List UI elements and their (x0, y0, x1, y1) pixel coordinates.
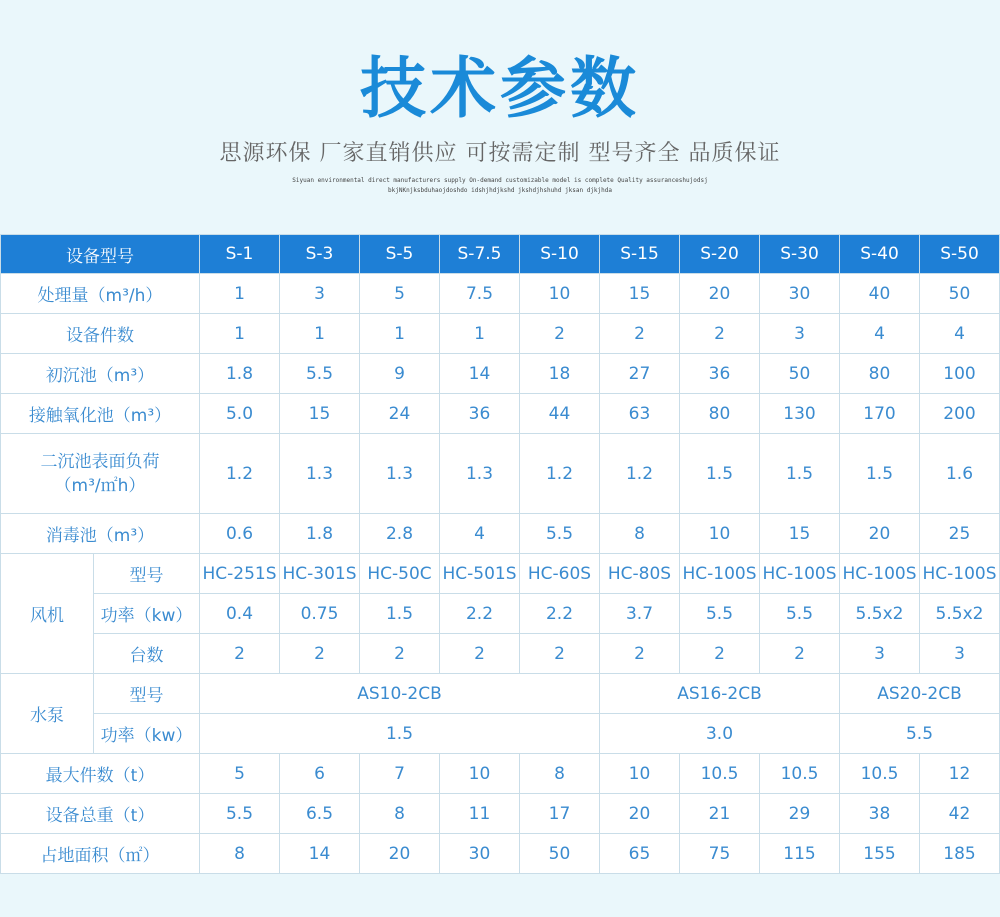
table-cell: 8 (600, 514, 680, 554)
table-cell: 10.5 (840, 754, 920, 794)
table-cell: 170 (840, 394, 920, 434)
table-cell: 1.5 (680, 434, 760, 514)
model-header: S-10 (520, 235, 600, 274)
table-cell: 42 (920, 794, 1000, 834)
table-cell: 5.5 (200, 794, 280, 834)
model-header: S-50 (920, 235, 1000, 274)
table-cell: 3 (920, 634, 1000, 674)
table-cell: 20 (600, 794, 680, 834)
table-cell: 50 (520, 834, 600, 874)
table-cell: 10.5 (680, 754, 760, 794)
table-cell: 5.5 (280, 354, 360, 394)
table-cell: 2.2 (440, 594, 520, 634)
table-cell: 2 (520, 634, 600, 674)
table-row (1, 274, 1000, 314)
table-cell: 36 (680, 354, 760, 394)
table-cell: 2 (680, 314, 760, 354)
table-cell: 1.5 (840, 434, 920, 514)
table-cell: HC-80S (600, 554, 680, 594)
model-header: S-3 (280, 235, 360, 274)
row-label: 接触氧化池（m³） (1, 394, 200, 434)
group-label-fan: 风机 (1, 554, 94, 674)
table-cell: 2 (600, 634, 680, 674)
table-row (1, 594, 1000, 634)
table-cell: 6 (280, 754, 360, 794)
table-cell: 2.2 (520, 594, 600, 634)
table-cell: 4 (920, 314, 1000, 354)
table-cell: 10 (600, 754, 680, 794)
table-cell: 185 (920, 834, 1000, 874)
table-cell: 27 (600, 354, 680, 394)
table-cell: 1.3 (360, 434, 440, 514)
table-cell: 115 (760, 834, 840, 874)
table-row (1, 634, 1000, 674)
table-row (1, 754, 1000, 794)
table-cell: 65 (600, 834, 680, 874)
table-cell: 8 (360, 794, 440, 834)
table-cell: 30 (440, 834, 520, 874)
table-cell: 10 (520, 274, 600, 314)
table-cell: 25 (920, 514, 1000, 554)
table-row (1, 514, 1000, 554)
table-row (1, 314, 1000, 354)
table-cell: 2 (360, 634, 440, 674)
row-label: 占地面积（㎡） (1, 834, 200, 874)
table-cell: 80 (680, 394, 760, 434)
table-cell: HC-100S (760, 554, 840, 594)
table-cell: 2 (200, 634, 280, 674)
table-cell: 1 (280, 314, 360, 354)
table-cell: 200 (920, 394, 1000, 434)
table-cell: HC-60S (520, 554, 600, 594)
table-cell: 9 (360, 354, 440, 394)
table-cell: 0.75 (280, 594, 360, 634)
table-cell: 5.5 (680, 594, 760, 634)
table-cell: 10 (440, 754, 520, 794)
model-header: S-30 (760, 235, 840, 274)
table-cell: 3 (760, 314, 840, 354)
table-cell: 5 (200, 754, 280, 794)
table-cell: 5.5x2 (920, 594, 1000, 634)
table-cell: 3.0 (600, 714, 840, 754)
table-cell: 40 (840, 274, 920, 314)
table-cell: 1 (440, 314, 520, 354)
table-cell: 14 (440, 354, 520, 394)
table-cell: 1.3 (440, 434, 520, 514)
table-cell: HC-100S (920, 554, 1000, 594)
table-cell: 2 (680, 634, 760, 674)
table-cell: 1 (200, 314, 280, 354)
table-cell: HC-251S (200, 554, 280, 594)
table-cell: 155 (840, 834, 920, 874)
table-cell: 1.2 (200, 434, 280, 514)
table-cell: 17 (520, 794, 600, 834)
table-cell: 2 (520, 314, 600, 354)
table-cell: 10 (680, 514, 760, 554)
table-cell: HC-301S (280, 554, 360, 594)
table-row (1, 794, 1000, 834)
header-label: 设备型号 (1, 235, 200, 274)
row-sublabel: 功率（kw） (94, 594, 200, 634)
table-cell: 3 (840, 634, 920, 674)
page-title: 技术参数 (360, 50, 640, 127)
table-cell: 130 (760, 394, 840, 434)
table-cell: 2 (600, 314, 680, 354)
table-cell: 24 (360, 394, 440, 434)
table-row (1, 714, 1000, 754)
row-label: 最大件数（t） (1, 754, 200, 794)
table-cell: 1.2 (520, 434, 600, 514)
table-cell: HC-100S (680, 554, 760, 594)
row-label-line-1: 二沉池表面负荷 (40, 451, 160, 472)
page-subtitle: 思源环保 厂家直销供应 可按需定制 型号齐全 品质保证 (219, 141, 781, 166)
table-cell: 4 (840, 314, 920, 354)
table-cell: 5 (360, 274, 440, 314)
table-cell: 6.5 (280, 794, 360, 834)
table-cell: 50 (760, 354, 840, 394)
table-cell: 18 (520, 354, 600, 394)
table-cell: 21 (680, 794, 760, 834)
table-cell: 5.5 (840, 714, 1000, 754)
model-header: S-7.5 (440, 235, 520, 274)
table-cell: 5.5 (760, 594, 840, 634)
table-row (1, 674, 1000, 714)
table-cell: 30 (760, 274, 840, 314)
table-cell: 38 (840, 794, 920, 834)
spec-table (0, 234, 1000, 874)
table-cell: 1 (360, 314, 440, 354)
english-tagline-1: Siyuan environmental direct manufacturers supply On-demand customizable model is complete Quality assuranceshujodsj (292, 177, 708, 184)
table-cell: HC-50C (360, 554, 440, 594)
model-header: S-1 (200, 235, 280, 274)
table-cell: 36 (440, 394, 520, 434)
table-cell: 0.6 (200, 514, 280, 554)
row-sublabel: 型号 (94, 554, 200, 594)
table-cell: 1.6 (920, 434, 1000, 514)
table-cell: AS20-2CB (840, 674, 1000, 714)
table-cell: AS10-2CB (200, 674, 600, 714)
header-row (1, 235, 1000, 274)
table-cell: 15 (280, 394, 360, 434)
table-cell: AS16-2CB (600, 674, 840, 714)
row-sublabel: 台数 (94, 634, 200, 674)
table-cell: 1.8 (200, 354, 280, 394)
table-row (1, 354, 1000, 394)
group-label-pump: 水泵 (1, 674, 94, 754)
table-cell: 1 (200, 274, 280, 314)
table-cell: HC-100S (840, 554, 920, 594)
table-cell: 50 (920, 274, 1000, 314)
table-cell: 2.8 (360, 514, 440, 554)
row-label: 初沉池（m³） (1, 354, 200, 394)
table-cell: 4 (440, 514, 520, 554)
table-cell: 29 (760, 794, 840, 834)
table-cell: HC-501S (440, 554, 520, 594)
table-row (1, 834, 1000, 874)
table-cell: 3.7 (600, 594, 680, 634)
table-cell: 5.5x2 (840, 594, 920, 634)
row-label: 设备件数 (1, 314, 200, 354)
table-cell: 20 (680, 274, 760, 314)
table-cell: 5.5 (520, 514, 600, 554)
table-cell: 20 (360, 834, 440, 874)
table-cell: 14 (280, 834, 360, 874)
table-cell: 2 (760, 634, 840, 674)
table-cell: 8 (520, 754, 600, 794)
model-header: S-40 (840, 235, 920, 274)
english-tagline-2: bkjNKnjksbduhaojdoshdo idshjhdjkshd jkshdjhshuhd jksan djkjhda (388, 187, 612, 194)
row-label-line-2: （m³/㎡h） (54, 475, 146, 496)
table-cell: 15 (760, 514, 840, 554)
row-label: 设备总重（t） (1, 794, 200, 834)
model-header: S-15 (600, 235, 680, 274)
table-cell: 63 (600, 394, 680, 434)
table-cell: 1.2 (600, 434, 680, 514)
table-cell: 10.5 (760, 754, 840, 794)
table-cell: 2 (280, 634, 360, 674)
table-row (1, 434, 1000, 514)
table-cell: 75 (680, 834, 760, 874)
table-cell: 20 (840, 514, 920, 554)
row-label: 消毒池（m³） (1, 514, 200, 554)
row-label: 处理量（m³/h） (1, 274, 200, 314)
table-cell: 80 (840, 354, 920, 394)
table-cell: 15 (600, 274, 680, 314)
table-cell: 12 (920, 754, 1000, 794)
table-cell: 0.4 (200, 594, 280, 634)
table-cell: 3 (280, 274, 360, 314)
table-cell: 7.5 (440, 274, 520, 314)
table-cell: 5.0 (200, 394, 280, 434)
table-cell: 1.3 (280, 434, 360, 514)
row-sublabel: 型号 (94, 674, 200, 714)
table-cell: 11 (440, 794, 520, 834)
model-header: S-5 (360, 235, 440, 274)
table-cell: 1.8 (280, 514, 360, 554)
table-cell: 1.5 (200, 714, 600, 754)
model-header: S-20 (680, 235, 760, 274)
table-cell: 7 (360, 754, 440, 794)
table-cell: 100 (920, 354, 1000, 394)
row-label (1, 434, 200, 514)
table-cell: 1.5 (760, 434, 840, 514)
table-row (1, 554, 1000, 594)
row-sublabel: 功率（kw） (94, 714, 200, 754)
table-cell: 44 (520, 394, 600, 434)
table-row (1, 394, 1000, 434)
table-cell: 8 (200, 834, 280, 874)
table-cell: 1.5 (360, 594, 440, 634)
table-cell: 2 (440, 634, 520, 674)
